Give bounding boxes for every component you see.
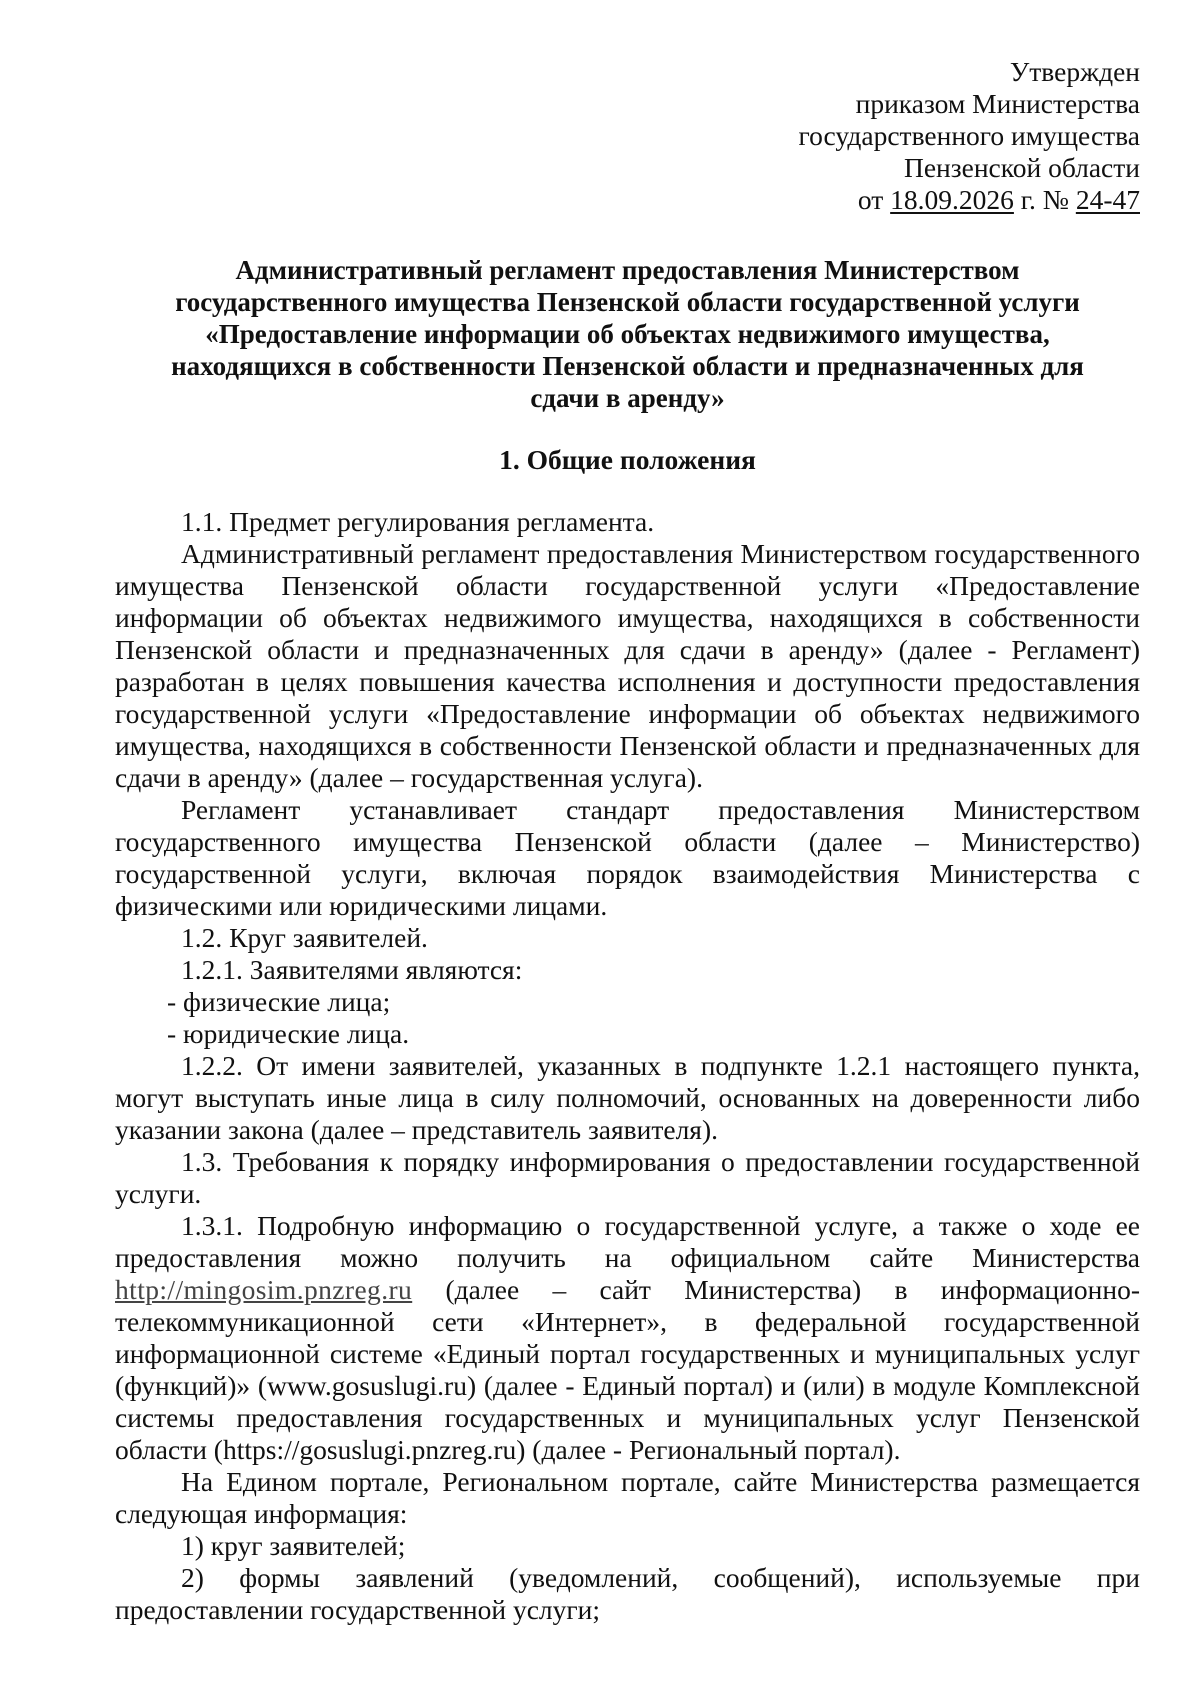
approval-date: 18.09.2026	[890, 184, 1014, 215]
approval-block	[115, 56, 1140, 216]
paragraph: 1.2. Круг заявителей.	[181, 922, 428, 953]
approval-line: государственного имущества	[798, 120, 1140, 151]
list-item: 1) круг заявителей;	[181, 1530, 406, 1561]
paragraph-text: 1.3.1. Подробную информацию о государственной услуге, а также о ходе ее предоставления можно получить на официальном сайте Министерства	[115, 1210, 1140, 1273]
paragraph-text: (далее – сайт Министерства) в информационно-телекоммуникационной сети «Интернет», в федеральной государственной информационной системе «Единый портал государственных и муниципальных услуг (функций)» (www.gosuslugi.ru) (далее - Единый портал) и (или) в модуле Комплексной системы предоставления государственных и муниципальных услуг Пензенской области (https://gosuslugi.pnzreg.ru) (далее - Региональный портал).	[115, 1274, 1140, 1465]
document-title	[115, 254, 1140, 414]
title-line: «Предоставление информации об объектах недвижимого имущества,	[205, 319, 1050, 349]
date-prefix: от	[857, 184, 891, 215]
paragraph: Административный регламент предоставления Министерством государственного имущества Пензенской области государственной услуги «Предоставление информации об объектах недвижимого имущества, находящихся в собственности Пензенской области и предназначенных для сдачи в аренду» (далее - Регламент) разработан в целях повышения качества исполнения и доступности предоставления государственной услуги «Предоставление информации об объектах недвижимого имущества, находящихся в собственности Пензенской области и предназначенных для сдачи в аренду» (далее – государственная услуга).	[115, 538, 1140, 793]
paragraph: Регламент устанавливает стандарт предоставления Министерством государственного имущества Пензенской области (далее – Министерство) государственной услуги, включая порядок взаимодействия Министерства с физическими или юридическими лицами.	[115, 794, 1140, 921]
title-line: сдачи в аренду»	[530, 383, 725, 413]
approval-date-line	[115, 184, 1140, 216]
section-heading: 1. Общие положения	[499, 444, 756, 475]
title-line: находящихся в собственности Пензенской области и предназначенных для	[171, 351, 1084, 381]
approval-line: приказом Министерства	[855, 88, 1140, 119]
list-item: - юридические лица.	[167, 1018, 410, 1049]
number-prefix: г. №	[1013, 184, 1076, 215]
document-body	[115, 506, 1140, 1626]
approval-number: 24-47	[1075, 184, 1140, 215]
title-line: государственного имущества Пензенской области государственной услуги	[175, 287, 1080, 317]
ministry-site-link[interactable]: http://mingosim.pnzreg.ru	[115, 1274, 413, 1305]
list-item: 2) формы заявлений (уведомлений, сообщений), используемые при предоставлении государственной услуги;	[115, 1562, 1140, 1625]
title-line: Административный регламент предоставления Министерством	[235, 255, 1020, 285]
paragraph: 1.1. Предмет регулирования регламента.	[181, 506, 655, 537]
paragraph	[115, 1210, 1140, 1466]
paragraph: 1.2.2. От имени заявителей, указанных в подпункте 1.2.1 настоящего пункта, могут выступать иные лица в силу полномочий, основанных на доверенности либо указании закона (далее – представитель заявителя).	[115, 1050, 1140, 1145]
approval-line: Утвержден	[1009, 56, 1140, 87]
paragraph: 1.2.1. Заявителями являются:	[181, 954, 523, 985]
approval-line: Пензенской области	[903, 152, 1140, 183]
list-item: - физические лица;	[167, 986, 391, 1017]
paragraph: На Едином портале, Региональном портале, сайте Министерства размещается следующая информация:	[115, 1466, 1140, 1529]
paragraph: 1.3. Требования к порядку информирования о предоставлении государственной услуги.	[115, 1146, 1140, 1209]
